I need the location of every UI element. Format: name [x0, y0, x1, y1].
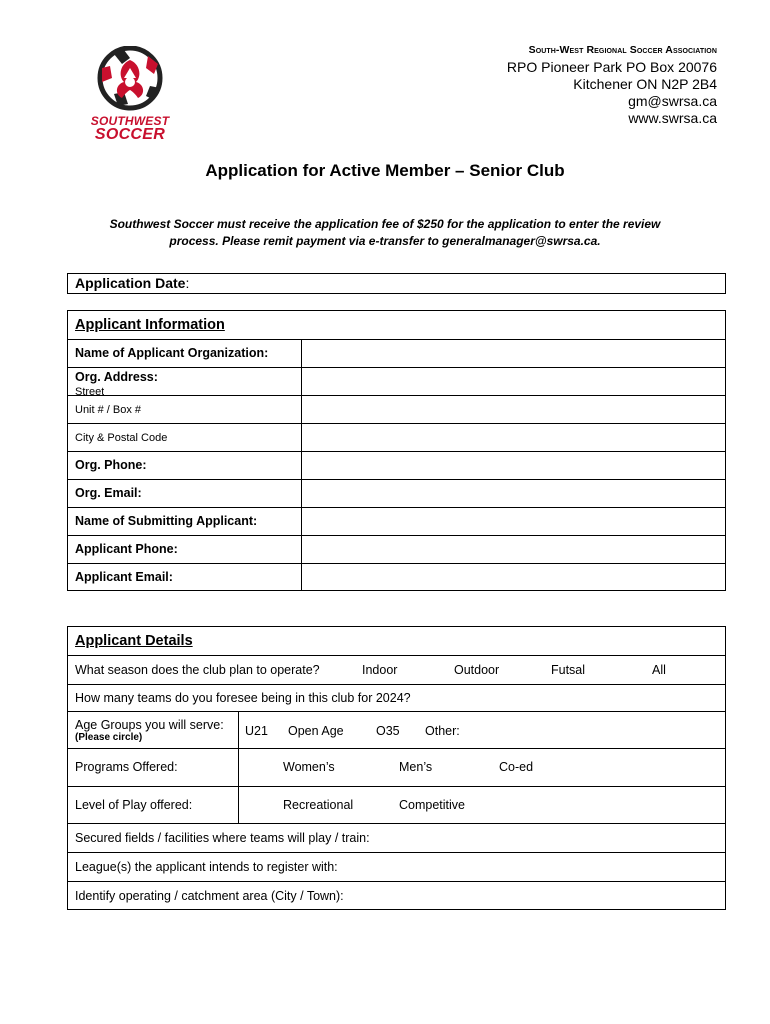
southwest-soccer-logo	[84, 46, 176, 146]
org-phone-label: Org. Phone:	[75, 458, 147, 472]
season-option-outdoor[interactable]: Outdoor	[454, 663, 500, 677]
fee-notice-line: process. Please remit payment via e-transfer to generalmanager@swrsa.ca.	[169, 234, 601, 248]
leagues-row[interactable]	[68, 852, 725, 881]
org-name-input[interactable]	[302, 340, 725, 367]
applicant-details-section	[67, 626, 726, 910]
leagues-label: League(s) the applicant intends to register with:	[75, 860, 338, 874]
city-label: City & Postal Code	[75, 432, 168, 444]
association-name: South-West Regional Soccer Association	[528, 44, 717, 56]
submitter-input[interactable]	[302, 508, 725, 535]
age-option-o35[interactable]: O35	[376, 724, 400, 738]
unit-label: Unit # / Box #	[75, 404, 142, 416]
level-option-recreational[interactable]: Recreational	[283, 798, 354, 812]
level-option-competitive[interactable]: Competitive	[399, 798, 465, 812]
applicant-information-section	[67, 310, 726, 591]
age-groups-label: Age Groups you will serve:	[75, 718, 224, 732]
org-email-input[interactable]	[302, 480, 725, 507]
address-line: RPO Pioneer Park PO Box 20076	[506, 59, 717, 75]
org-email-label: Org. Email:	[75, 486, 142, 500]
city-input[interactable]	[302, 424, 725, 451]
org-phone-input[interactable]	[302, 452, 725, 479]
season-option-all[interactable]: All	[652, 663, 666, 677]
applicant-email-label: Applicant Email:	[75, 570, 173, 584]
submitter-label: Name of Submitting Applicant:	[75, 514, 258, 528]
page-title: Application for Active Member – Senior Club	[205, 161, 565, 180]
age-option-other[interactable]: Other:	[425, 724, 460, 738]
season-row	[68, 655, 725, 684]
program-option-womens[interactable]: Women’s	[283, 760, 335, 774]
season-question: What season does the club plan to operate?	[75, 663, 320, 677]
soccer-ball-icon	[84, 46, 176, 114]
applicant-phone-input[interactable]	[302, 536, 725, 563]
street-input[interactable]	[302, 368, 725, 395]
org-name-label: Name of Applicant Organization:	[75, 346, 269, 360]
season-option-futsal[interactable]: Futsal	[551, 663, 586, 677]
application-date-label: Application Date	[75, 275, 186, 291]
fields-label: Secured fields / facilities where teams will play / train:	[75, 831, 370, 845]
programs-label: Programs Offered:	[75, 760, 178, 774]
application-date-field[interactable]	[67, 273, 726, 294]
email-line: gm@swrsa.ca	[628, 93, 717, 109]
association-header	[507, 44, 717, 127]
logo-text-southwest: SOUTHWEST	[90, 114, 170, 128]
catchment-label: Identify operating / catchment area (City / Town):	[75, 889, 344, 903]
application-date-colon: :	[185, 275, 190, 291]
age-option-open-age[interactable]: Open Age	[288, 724, 344, 738]
fields-row[interactable]	[68, 823, 725, 852]
program-option-coed[interactable]: Co-ed	[499, 760, 534, 774]
address-line: Kitchener ON N2P 2B4	[573, 76, 717, 92]
teams-row[interactable]	[68, 684, 725, 711]
teams-question: How many teams do you foresee being in this club for 2024?	[75, 691, 411, 705]
age-groups-hint: (Please circle)	[75, 732, 143, 743]
program-option-mens[interactable]: Men’s	[399, 760, 433, 774]
level-label: Level of Play offered:	[75, 798, 193, 812]
section-heading: Applicant Details	[75, 633, 193, 649]
street-label: Street	[75, 386, 105, 396]
applicant-phone-label: Applicant Phone:	[75, 542, 178, 556]
level-row	[68, 786, 725, 823]
fee-notice-line: Southwest Soccer must receive the application fee of $250 for the application to enter the review	[109, 217, 661, 231]
age-option-u21[interactable]: U21	[245, 724, 268, 738]
fee-notice	[60, 216, 710, 250]
age-groups-row	[68, 711, 725, 748]
section-heading: Applicant Information	[75, 317, 225, 333]
applicant-email-input[interactable]	[302, 564, 725, 590]
logo-text-soccer: SOCCER	[94, 126, 166, 143]
unit-input[interactable]	[302, 396, 725, 423]
catchment-row[interactable]	[68, 881, 725, 909]
programs-row	[68, 748, 725, 786]
website-line: www.swrsa.ca	[628, 110, 717, 126]
address-label: Org. Address:	[75, 370, 158, 384]
season-option-indoor[interactable]: Indoor	[362, 663, 398, 677]
